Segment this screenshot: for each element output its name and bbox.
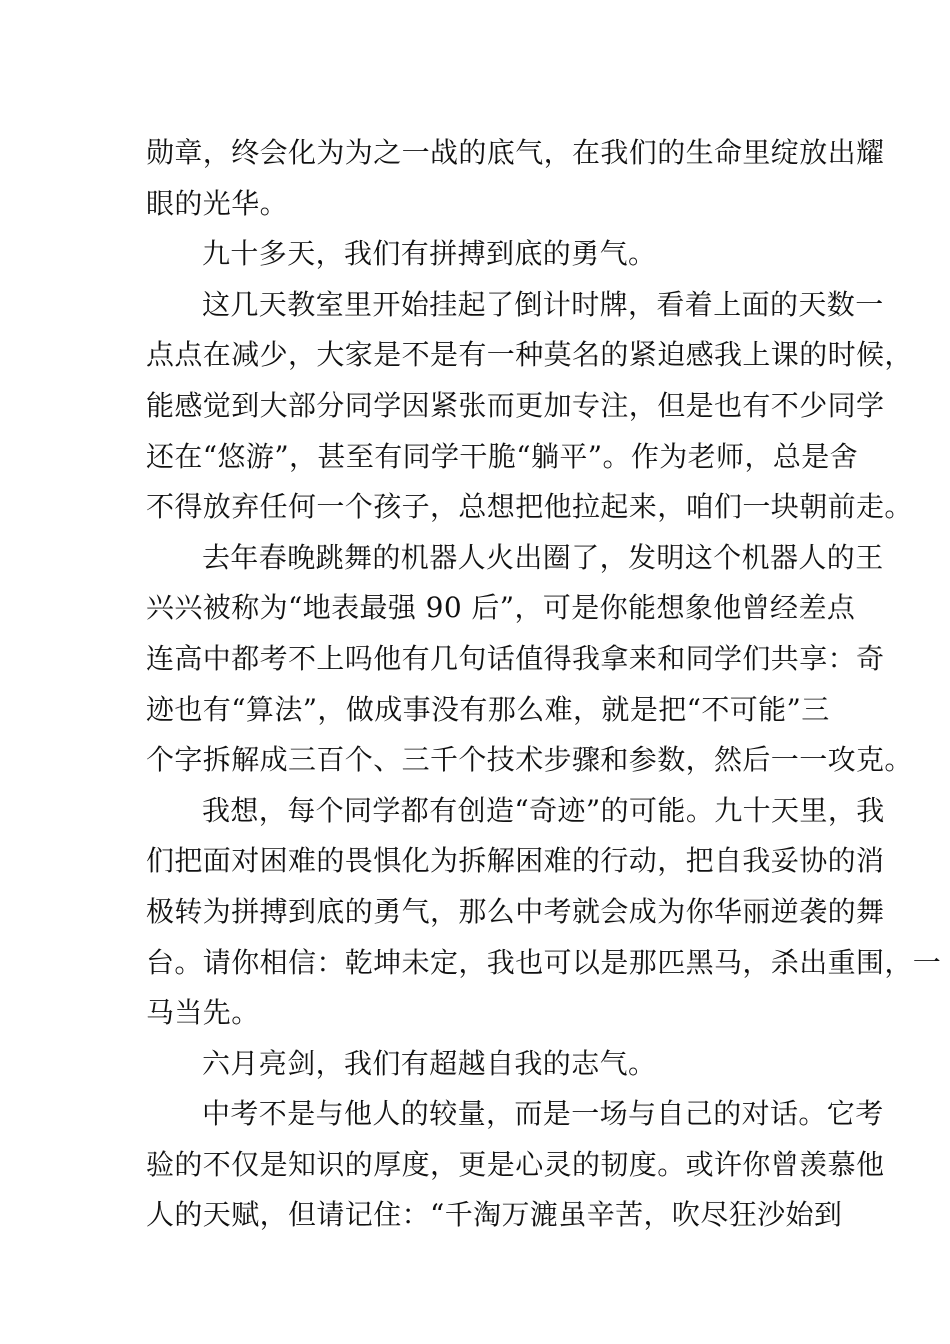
text-line: 不得放弃任何一个孩子，总想把他拉起来，咱们一块朝前走。 — [146, 490, 913, 524]
text-line: 们把面对困难的畏惧化为拆解困难的行动，把自我妥协的消 — [146, 844, 885, 878]
text-line: 验的不仅是知识的厚度，更是心灵的韧度。或许你曾羡慕他 — [146, 1147, 885, 1181]
paragraph-start-line: 这几天教室里开始挂起了倒计时牌，看着上面的天数一 — [202, 287, 884, 321]
text-line: 眼的光华。 — [146, 186, 289, 220]
text-line: 人的天赋，但请记住：“千淘万漉虽辛苦，吹尽狂沙始到 — [146, 1198, 843, 1232]
text-line: 马当先。 — [146, 996, 260, 1030]
text-line: 极转为拼搏到底的勇气，那么中考就会成为你华丽逆袭的舞 — [146, 894, 885, 928]
section-heading-line: 九十多天，我们有拼搏到底的勇气。 — [202, 237, 657, 271]
text-line: 台。请你相信：乾坤未定，我也可以是那匹黑马，杀出重围，一 — [146, 945, 942, 979]
text-line: 能感觉到大部分同学因紧张而更加专注，但是也有不少同学 — [146, 388, 885, 422]
text-line: 连高中都考不上吗他有几句话值得我拿来和同学们共享：奇 — [146, 641, 885, 675]
text-line: 个字拆解成三百个、三千个技术步骤和参数，然后一一攻克。 — [146, 743, 913, 777]
paragraph-start-line: 我想，每个同学都有创造“奇迹”的可能。九十天里，我 — [202, 793, 885, 827]
text-line: 点点在减少，大家是不是有一种莫名的紧迫感我上课的时候， — [146, 338, 913, 372]
paragraph-start-line: 中考不是与他人的较量，而是一场与自己的对话。它考 — [202, 1097, 884, 1131]
paragraph-start-line: 去年春晚跳舞的机器人火出圈了，发明这个机器人的王 — [202, 540, 884, 574]
text-line: 还在“悠游”，甚至有同学干脆“躺平”。作为老师，总是舍 — [146, 439, 859, 473]
body-text — [146, 128, 942, 1241]
text-line: 兴兴被称为“地表最强 90 后”，可是你能想象他曾经差点 — [146, 591, 856, 625]
text-line: 迹也有“算法”，做成事没有那么难，就是把“不可能”三 — [146, 692, 830, 726]
section-heading-line: 六月亮剑，我们有超越自我的志气。 — [202, 1046, 657, 1080]
text-line: 勋章，终会化为为之一战的底气，在我们的生命里绽放出耀 — [146, 136, 885, 169]
